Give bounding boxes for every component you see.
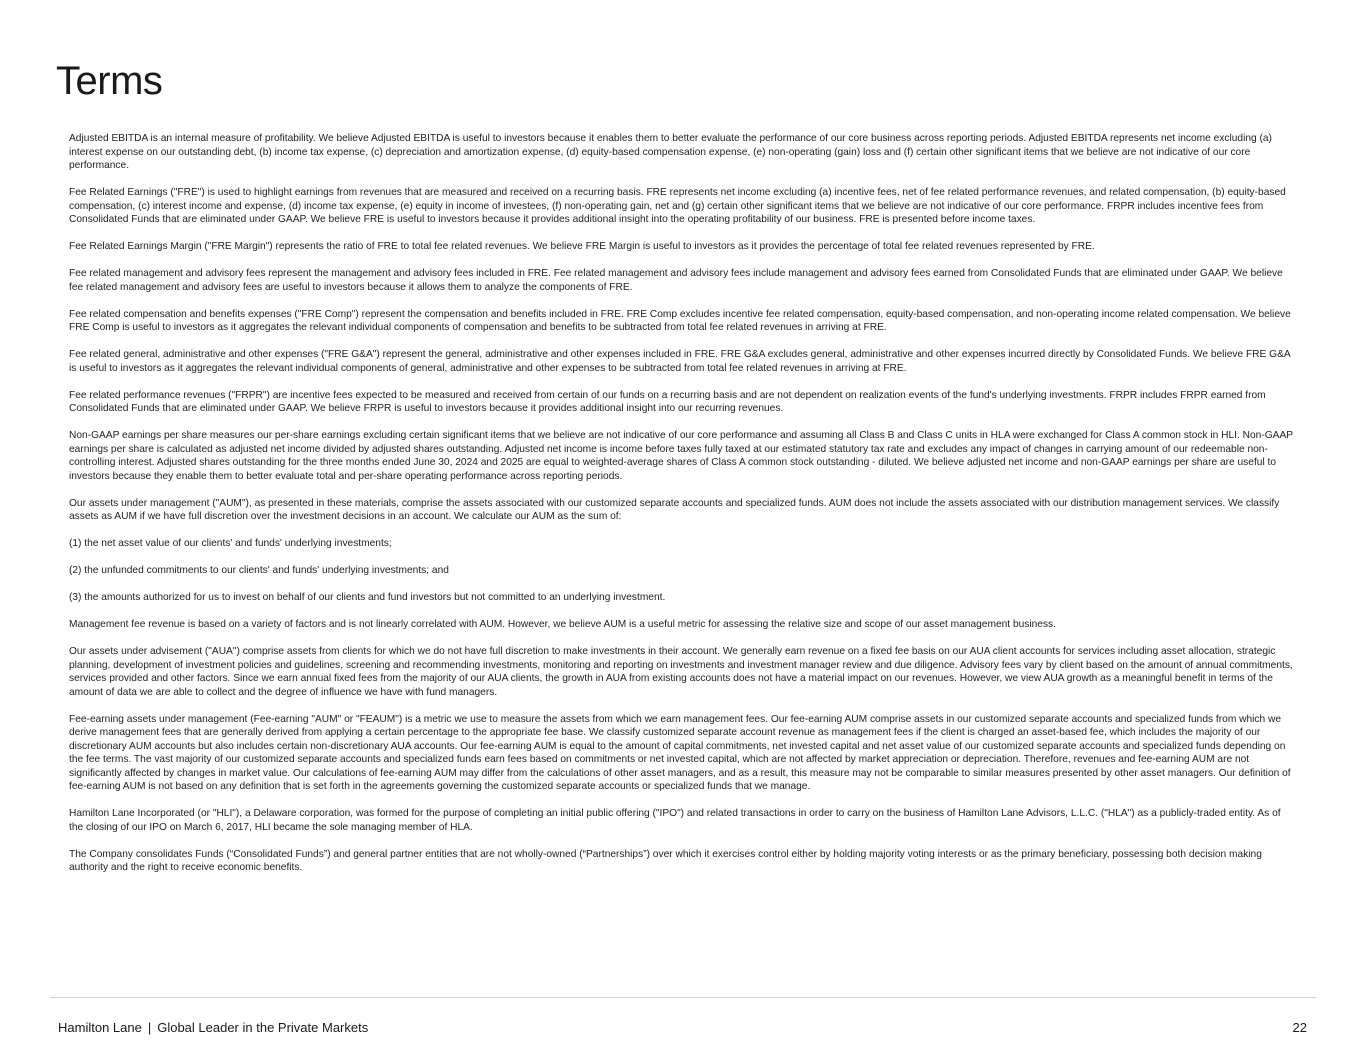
paragraph-frpr: Fee related performance revenues ("FRPR") are incentive fees expected to be measured and received from certain of our funds on a recurring basis and are not dependent on realization events of the fund's underlying investments. FRPR includes FRPR earned from Consolidated Funds that are eliminated under GAAP. We believe FRPR is useful to investors because it provides additional insight into our recurring revenues.	[69, 389, 1266, 414]
paragraph-non-gaap-eps: Non-GAAP earnings per share measures our per-share earnings excluding certain significant items that we believe are not indicative of our core performance and assuming all Class B and Class C units in HLA were exchanged for Class A common stock in HLI. Non-GAAP earnings per share is calculated as adjusted net income divided by adjusted shares outstanding. Adjusted net income is income before taxes fully taxed at our estimated statutory tax rate and excludes any impact of changes in carrying amount of our redeemable non-controlling interest. Adjusted shares outstanding for the three months ended June 30, 2024 and 2025 are equal to weighted-average shares of Class A common stock outstanding - diluted. We believe adjusted net income and non-GAAP earnings per share are useful to investors because they enable them to better evaluate total and per-share operating performance across reporting periods.	[69, 430, 1293, 482]
footer-divider	[50, 997, 1316, 998]
paragraph-aum-item-2: (2) the unfunded commitments to our clients' and funds' underlying investments; and	[69, 565, 449, 576]
paragraph-hli: Hamilton Lane Incorporated (or "HLI"), a Delaware corporation, was formed for the purpose of completing an initial public offering ("IPO") and related transactions in order to carry on the business of Hamilton Lane Advisors, L.L.C. ("HLA") as a publicly-traded entity. As of the closing of our IPO on March 6, 2017, HLI became the sole managing member of HLA.	[69, 808, 1281, 833]
page-number: 22	[1292, 1020, 1307, 1035]
paragraph-feaum: Fee-earning assets under management (Fee-earning "AUM" or "FEAUM") is a metric we use to measure the assets from which we earn management fees. Our fee-earning AUM comprise assets in our customized separate accounts and specialized funds from which we derive management fees that are generally derived from applying a certain percentage to the appropriate fee base. We classify customized separate account revenue as management fees if the client is charged an asset-based fee, which includes the majority of our discretionary AUM accounts but also includes certain non-discretionary AUA accounts. Our fee-earning AUM is equal to the amount of capital commitments, net invested capital and net asset value of our customized separate accounts and specialized funds depending on the fee terms. The vast majority of our customized separate accounts and specialized funds earn fees based on commitments or net invested capital, which are not affected by market appreciation or depreciation. Therefore, revenues and fee-earning AUM are not significantly affected by changes in market value. Our calculations of fee-earning AUM may differ from the calculations of other asset managers, and as a result, this measure may not be comparable to similar measures presented by other asset managers. Our definition of fee-earning AUM is not based on any definition that is set forth in the agreements governing the customized separate accounts or specialized funds that we manage.	[69, 713, 1291, 792]
paragraph-consolidated-funds: The Company consolidates Funds (“Consolidated Funds”) and general partner entities that are not wholly-owned (“Partnerships”) over which it exercises control either by holding majority voting interests or as the primary beneficiary, possessing both decision making authority and the right to receive economic benefits.	[69, 848, 1262, 873]
paragraph-adjusted-ebitda: Adjusted EBITDA is an internal measure of profitability. We believe Adjusted EBITDA is useful to investors because it enables them to better evaluate the performance of our core business across reporting periods. Adjusted EBITDA represents net income excluding (a) interest expense on our outstanding debt, (b) income tax expense, (c) depreciation and amortization expense, (d) equity-based compensation expense, (e) non-operating (gain) loss and (f) certain other significant items that we believe are not indicative of our core performance.	[69, 133, 1272, 171]
paragraph-management-fee-revenue: Management fee revenue is based on a variety of factors and is not linearly correlated with AUM. However, we believe AUM is a useful metric for assessing the relative size and scope of our asset management business.	[69, 619, 1056, 630]
paragraph-aua: Our assets under advisement ("AUA") comprise assets from clients for which we do not have full discretion to make investments in their account. We generally earn revenue on a fixed fee basis on our AUA client accounts for services including asset allocation, strategic planning, development of investment policies and guidelines, screening and recommending investments, monitoring and reporting on investments and investment manager review and due diligence. Advisory fees vary by client based on the amount of annual commitments, services provided and other factors. Since we earn annual fixed fees from the majority of our AUA clients, the growth in AUA from existing accounts does not have a material impact on our revenues. However, we view AUA growth as a meaningful benefit in terms of the amount of data we are able to collect and the degree of influence we have with fund managers.	[69, 646, 1293, 698]
footer-tagline: Global Leader in the Private Markets	[157, 1020, 369, 1035]
paragraph-aum: Our assets under management ("AUM"), as presented in these materials, comprise the assets associated with our customized separate accounts and specialized funds. AUM does not include the assets associated with our distribution management services. We classify assets as AUM if we have full discretion over the investment decisions in an account. We calculate our AUM as the sum of:	[69, 497, 1280, 522]
paragraph-fre: Fee Related Earnings ("FRE") is used to highlight earnings from revenues that are measured and received on a recurring basis. FRE represents net income excluding (a) incentive fees, net of fee related performance revenues, and related compensation, (b) equity-based compensation, (c) interest income and expense, (d) income tax expense, (e) equity in income of investees, (f) non-operating gain, net and (g) certain other significant items that we believe are not indicative of our core performance. FRPR includes incentive fees from Consolidated Funds that are eliminated under GAAP. We believe FRE is useful to investors because it provides additional insight into the operating profitability of our business. FRE is presented before income taxes.	[69, 187, 1286, 225]
paragraph-fre-margin: Fee Related Earnings Margin ("FRE Margin") represents the ratio of FRE to total fee related revenues. We believe FRE Margin is useful to investors as it provides the percentage of total fee related revenues represented by FRE.	[69, 241, 1095, 252]
footer-company: Hamilton Lane	[58, 1020, 142, 1035]
paragraph-fee-related-management-fees: Fee related management and advisory fees represent the management and advisory fees included in FRE. Fee related management and advisory fees include management and advisory fees earned from Consolidated Funds that are eliminated under GAAP. We believe fee related management and advisory fees are useful to investors because it allows them to analyze the components of FRE.	[69, 268, 1283, 293]
page-title: Terms	[56, 59, 163, 103]
footer-separator: |	[147, 1020, 152, 1035]
paragraph-aum-item-1: (1) the net asset value of our clients' and funds' underlying investments;	[69, 538, 392, 549]
paragraph-fre-ga: Fee related general, administrative and other expenses ("FRE G&A") represent the general, administrative and other expenses included in FRE. FRE G&A excludes general, administrative and other expenses incurred directly by Consolidated Funds. We believe FRE G&A is useful to investors as it aggregates the relevant individual components of general, administrative and other expenses to be subtracted from total fee related revenues in arriving at FRE.	[69, 349, 1291, 374]
paragraph-aum-item-3: (3) the amounts authorized for us to invest on behalf of our clients and fund investors but not committed to an underlying investment.	[69, 592, 666, 603]
footer-brand	[58, 1020, 368, 1036]
paragraph-fre-comp: Fee related compensation and benefits expenses ("FRE Comp") represent the compensation and benefits included in FRE. FRE Comp excludes incentive fee related compensation, equity-based compensation, and non-operating income related compensation. We believe FRE Comp is useful to investors as it aggregates the relevant individual components of compensation and benefits to be subtracted from total fee related revenues in arriving at FRE.	[69, 308, 1291, 333]
terms-body	[69, 132, 1297, 888]
